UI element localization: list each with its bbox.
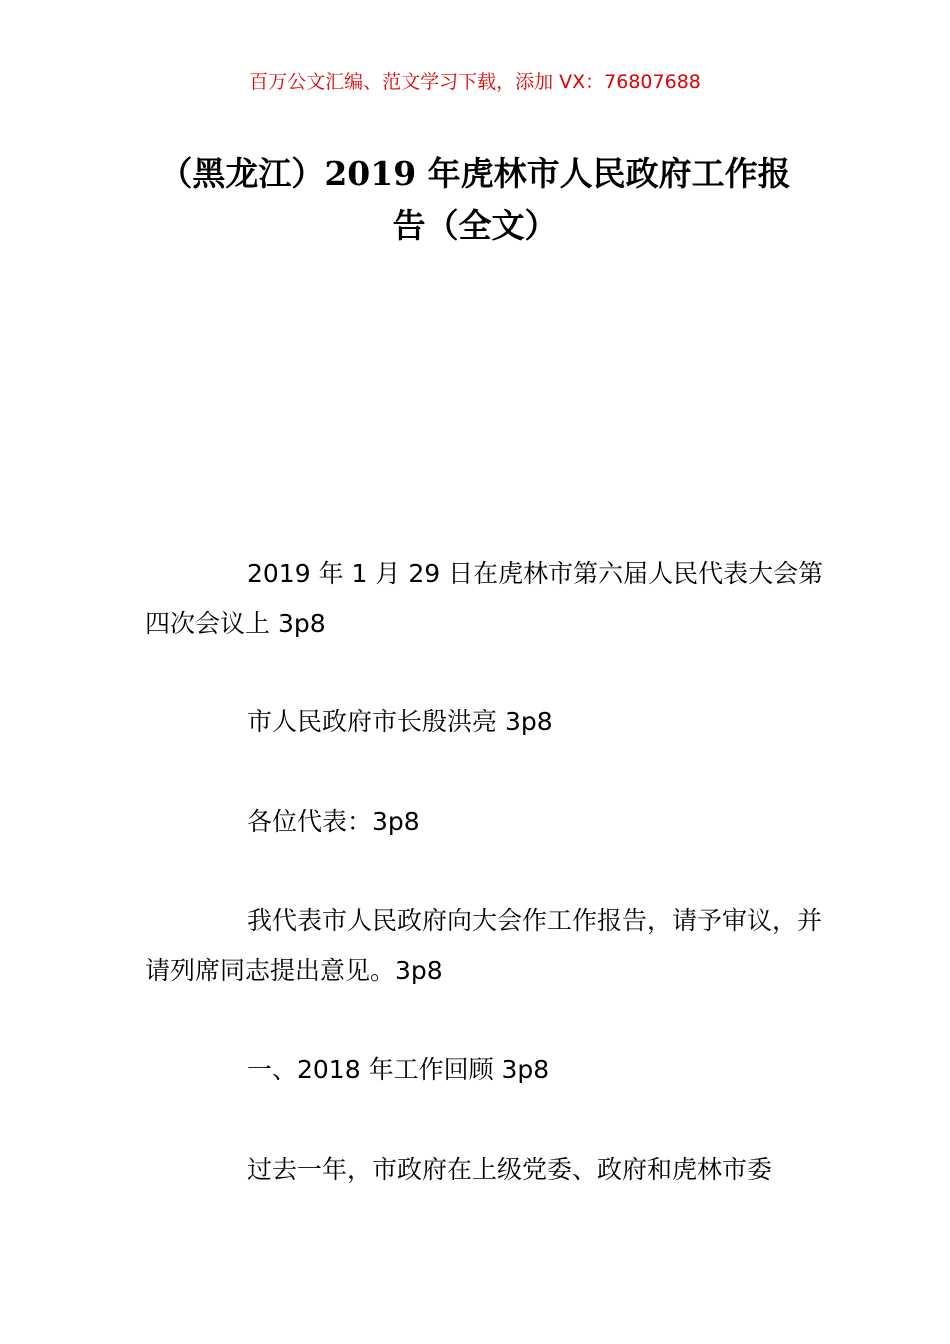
document-title-line-2: 告（全文） — [392, 206, 558, 245]
paragraph-review-start: 过去一年，市政府在上级党委、政府和虎林市委 — [247, 1155, 773, 1184]
paragraph-intro: 我代表市人民政府向大会作工作报告，请予审议，并请列席同志提出意见。3p8 — [145, 906, 823, 985]
document-title-line-1: （黑龙江）2019 年虎林市人民政府工作报 — [159, 154, 791, 193]
paragraph-meeting-info: 2019 年 1 月 29 日在虎林市第六届人民代表大会第四次会议上 3p8 — [145, 559, 824, 638]
section-heading-review: 一、2018 年工作回顾 3p8 — [247, 1055, 550, 1084]
paragraph-speaker: 市人民政府市长殷洪亮 3p8 — [247, 707, 553, 736]
paragraph-salutation: 各位代表：3p8 — [247, 807, 420, 836]
header-watermark-note: 百万公文汇编、范文学习下载，添加 VX：76807688 — [249, 71, 701, 93]
document-title — [130, 148, 820, 252]
